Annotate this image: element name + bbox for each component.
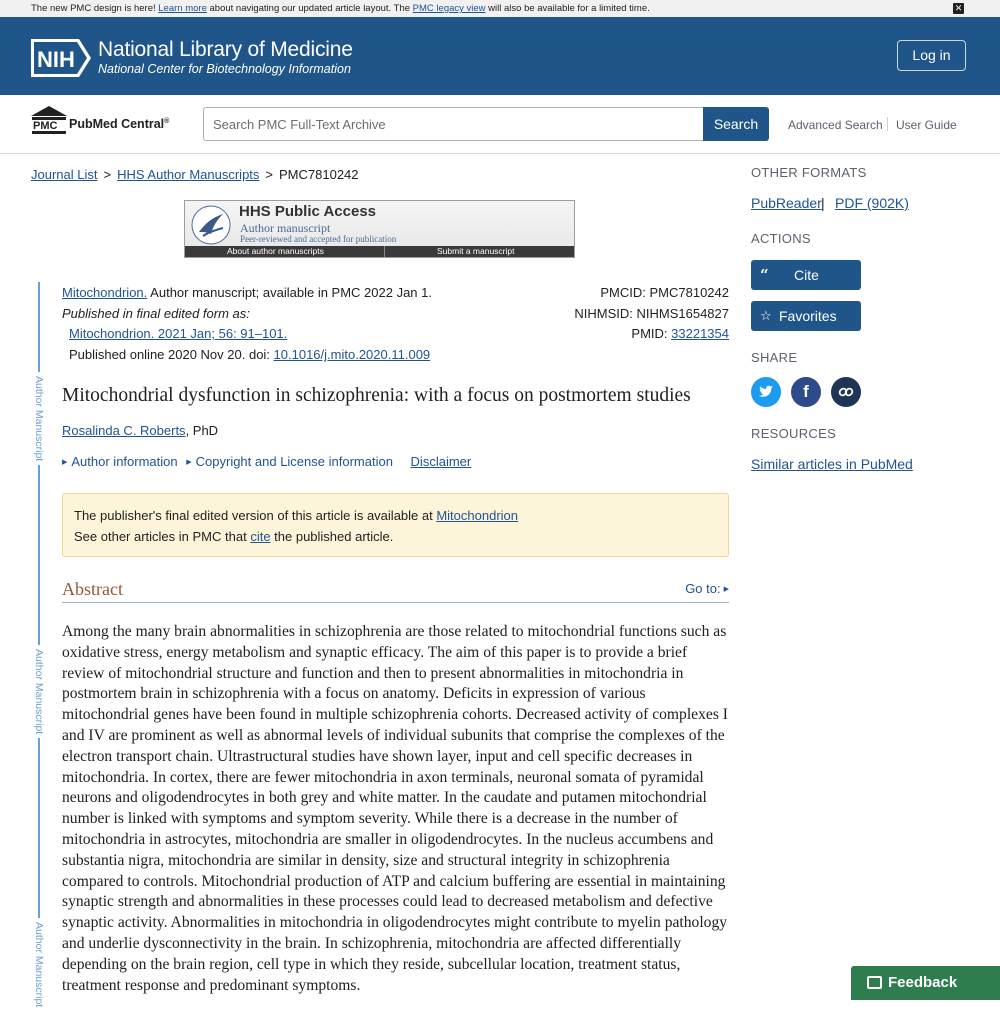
breadcrumb-hhs-manuscripts[interactable]: HHS Author Manuscripts	[117, 167, 260, 182]
notice-line-1	[74, 505, 717, 526]
breadcrumb-separator: >	[103, 167, 112, 182]
article-title: Mitochondrial dysfunction in schizophrenia: with a focus on postmortem studies	[62, 385, 691, 406]
feedback-label: Feedback	[888, 974, 958, 991]
hhs-eagle-icon	[189, 204, 233, 246]
search-button[interactable]: Search	[703, 107, 769, 141]
author-manuscript-label: Author Manuscript	[33, 918, 45, 1011]
link-icon[interactable]	[831, 377, 861, 407]
announcement-bar	[0, 0, 1000, 17]
feedback-button[interactable]	[851, 966, 1000, 1000]
nih-logo[interactable]	[31, 39, 91, 77]
twitter-icon[interactable]	[751, 377, 781, 407]
expand-triangle-icon: ▶	[186, 459, 192, 466]
site-title[interactable]: National Library of Medicine	[98, 38, 353, 61]
pmc-logo[interactable]	[31, 106, 67, 134]
abstract-header	[62, 579, 729, 603]
notice-line2-text: See other articles in PMC that	[74, 529, 251, 544]
cite-articles-link[interactable]: cite	[250, 529, 271, 544]
registered-mark: ®	[164, 117, 170, 125]
announcement-middle: about navigating our updated article layout. The	[206, 3, 413, 14]
cite-label: Cite	[794, 267, 819, 283]
hhs-link-divider	[384, 246, 385, 257]
publisher-link[interactable]: Mitochondrion	[436, 508, 518, 523]
breadcrumb-journal-list[interactable]: Journal List	[31, 167, 98, 182]
author-line	[62, 423, 218, 438]
chat-icon	[867, 976, 882, 989]
hhs-title: HHS Public Access	[239, 203, 376, 220]
site-subtitle: National Center for Biotechnology Information	[98, 62, 351, 76]
resources-heading: RESOURCES	[751, 426, 837, 441]
close-icon[interactable]: ✕	[954, 3, 963, 13]
favorites-button[interactable]	[751, 301, 861, 331]
pmc-brand-name: PubMed Central	[69, 117, 165, 131]
author-link[interactable]: Rosalinda C. Roberts	[62, 423, 186, 438]
share-heading: SHARE	[751, 350, 798, 365]
pmc-logo-text: PMC	[33, 120, 58, 132]
published-online	[69, 347, 430, 362]
other-formats-heading: OTHER FORMATS	[751, 165, 867, 180]
abstract-heading: Abstract	[62, 579, 123, 599]
pmid-link[interactable]: 33221354	[671, 326, 729, 341]
final-form-note: Published in final edited form as:	[62, 306, 250, 321]
submit-manuscript-link[interactable]: Submit a manuscript	[437, 246, 515, 256]
star-icon: ☆	[760, 308, 772, 323]
search-input[interactable]	[203, 107, 703, 141]
legacy-view-link[interactable]: PMC legacy view	[412, 3, 486, 14]
source-citation	[69, 326, 287, 341]
author-manuscript-label: Author Manuscript	[33, 645, 45, 738]
citation-availability	[62, 285, 432, 300]
breadcrumb-current: PMC7810242	[279, 167, 359, 182]
pdf-link[interactable]: PDF (902K)	[835, 195, 909, 211]
publisher-notice	[62, 493, 729, 557]
about-manuscripts-link[interactable]: About author manuscripts	[227, 246, 324, 256]
goto-label: Go to:	[685, 581, 721, 596]
pmid-label: PMID:	[631, 326, 672, 341]
pubreader-link[interactable]: PubReader	[751, 195, 822, 211]
user-guide-link[interactable]: User Guide	[896, 118, 957, 132]
nihmsid: NIHMSID: NIHMS1654827	[574, 306, 729, 321]
nih-header	[0, 17, 1000, 95]
goto-menu[interactable]	[685, 581, 729, 596]
cite-button[interactable]	[751, 260, 861, 290]
copyright-toggle[interactable]: Copyright and License information	[195, 454, 393, 469]
abstract-text: Among the many brain abnormalities in schizophrenia are those related to mitochondrial functions such as oxidative stress, energy metabolism and synaptic efficacy. The aim of this paper is to provide a brief review of mitochondrial structure and function and then to present abnormalities in mitochondria in postmortem brain in schizophrenia with a focus on anatomy. Deficits in expression of various mitochondrial genes have been found in multiple schizophrenia cohorts. Decreased activity of complexes I and IV are prominent as well as abnormal levels of individual subunits that comprise the complexes of the electron transport chain. Ultrastructural studies have shown layer, input and cell specific decreases in mitochondria. In cortex, there are fewer mitochondria in axon terminals, neuronal somata of pyramidal neurons and oligodendrocytes in both grey and white matter. In the caudate and putamen mitochondrial number is linked with symptoms and symptom severity. While there is a decrease in the number of mitochondria in astrocytes, mitochondria are smaller in oligodendrocytes. In the nucleus accumbens and substantia nigra, mitochondria are similar in density, size and structural integrity in schizophrenia compared to controls. Mitochondrial production of ATP and calcium buffering are essential in maintaining synaptic strength and abnormalities in these processes could lead to decreased metabolism and defective synaptic activity. Abnormalities in mitochondria in oligodendrocytes might contribute to myelin pathology and underlie dysconnectivity in the brain. In schizophrenia, mitochondria are affected differentially depending on the brain region, cell type in which they reside, subcellular location, treatment status, treatment response and predominant symptoms.	[62, 623, 728, 994]
goto-triangle-icon: ▶	[723, 586, 729, 593]
pmid	[631, 326, 729, 341]
author-information-toggle[interactable]: Author information	[71, 454, 178, 469]
doi-link[interactable]: 10.1016/j.mito.2020.11.009	[273, 347, 431, 362]
learn-more-link[interactable]: Learn more	[158, 3, 207, 14]
quote-icon: “	[760, 266, 769, 284]
hhs-subtitle: Author manuscript	[240, 221, 331, 235]
published-online-text: Published online 2020 Nov 20. doi:	[69, 347, 274, 362]
source-link[interactable]: Mitochondrion. 2021 Jan; 56: 91–101.	[69, 326, 288, 341]
format-separator: |	[821, 195, 825, 211]
article-info-links	[62, 454, 471, 469]
favorites-label: Favorites	[779, 308, 837, 324]
nih-logo-text: NIH	[37, 47, 75, 72]
hhs-public-access-banner	[184, 200, 575, 258]
notice-line1-text: The publisher's final edited version of this article is available at	[74, 508, 437, 523]
author-suffix: , PhD	[185, 423, 219, 438]
hhs-note: Peer-reviewed and accepted for publication	[240, 234, 397, 244]
pmcid: PMCID: PMC7810242	[600, 285, 729, 300]
availability-text: Author manuscript; available in PMC 2022 Jan 1.	[147, 285, 432, 300]
announcement-suffix: will also be available for a limited time.	[485, 3, 650, 14]
breadcrumb	[31, 167, 359, 182]
similar-articles-link[interactable]: Similar articles in PubMed	[751, 456, 913, 472]
journal-link[interactable]: Mitochondrion.	[62, 285, 148, 300]
announcement-prefix: The new PMC design is here!	[31, 3, 159, 14]
search-bar	[0, 95, 1000, 154]
notice-line2-suffix: the published article.	[270, 529, 394, 544]
notice-line-2	[74, 526, 717, 547]
login-button[interactable]: Log in	[897, 40, 966, 71]
advanced-search-link[interactable]: Advanced Search	[788, 118, 883, 132]
expand-triangle-icon: ▶	[62, 459, 68, 466]
actions-heading: ACTIONS	[751, 231, 811, 246]
search-links-divider	[887, 117, 888, 131]
disclaimer-link[interactable]: Disclaimer	[410, 454, 472, 469]
facebook-icon[interactable]: f	[791, 377, 821, 407]
pmc-brand[interactable]	[69, 117, 169, 131]
breadcrumb-separator: >	[265, 167, 274, 182]
author-manuscript-label: Author Manuscript	[33, 372, 45, 465]
hhs-link-bar	[185, 246, 574, 257]
